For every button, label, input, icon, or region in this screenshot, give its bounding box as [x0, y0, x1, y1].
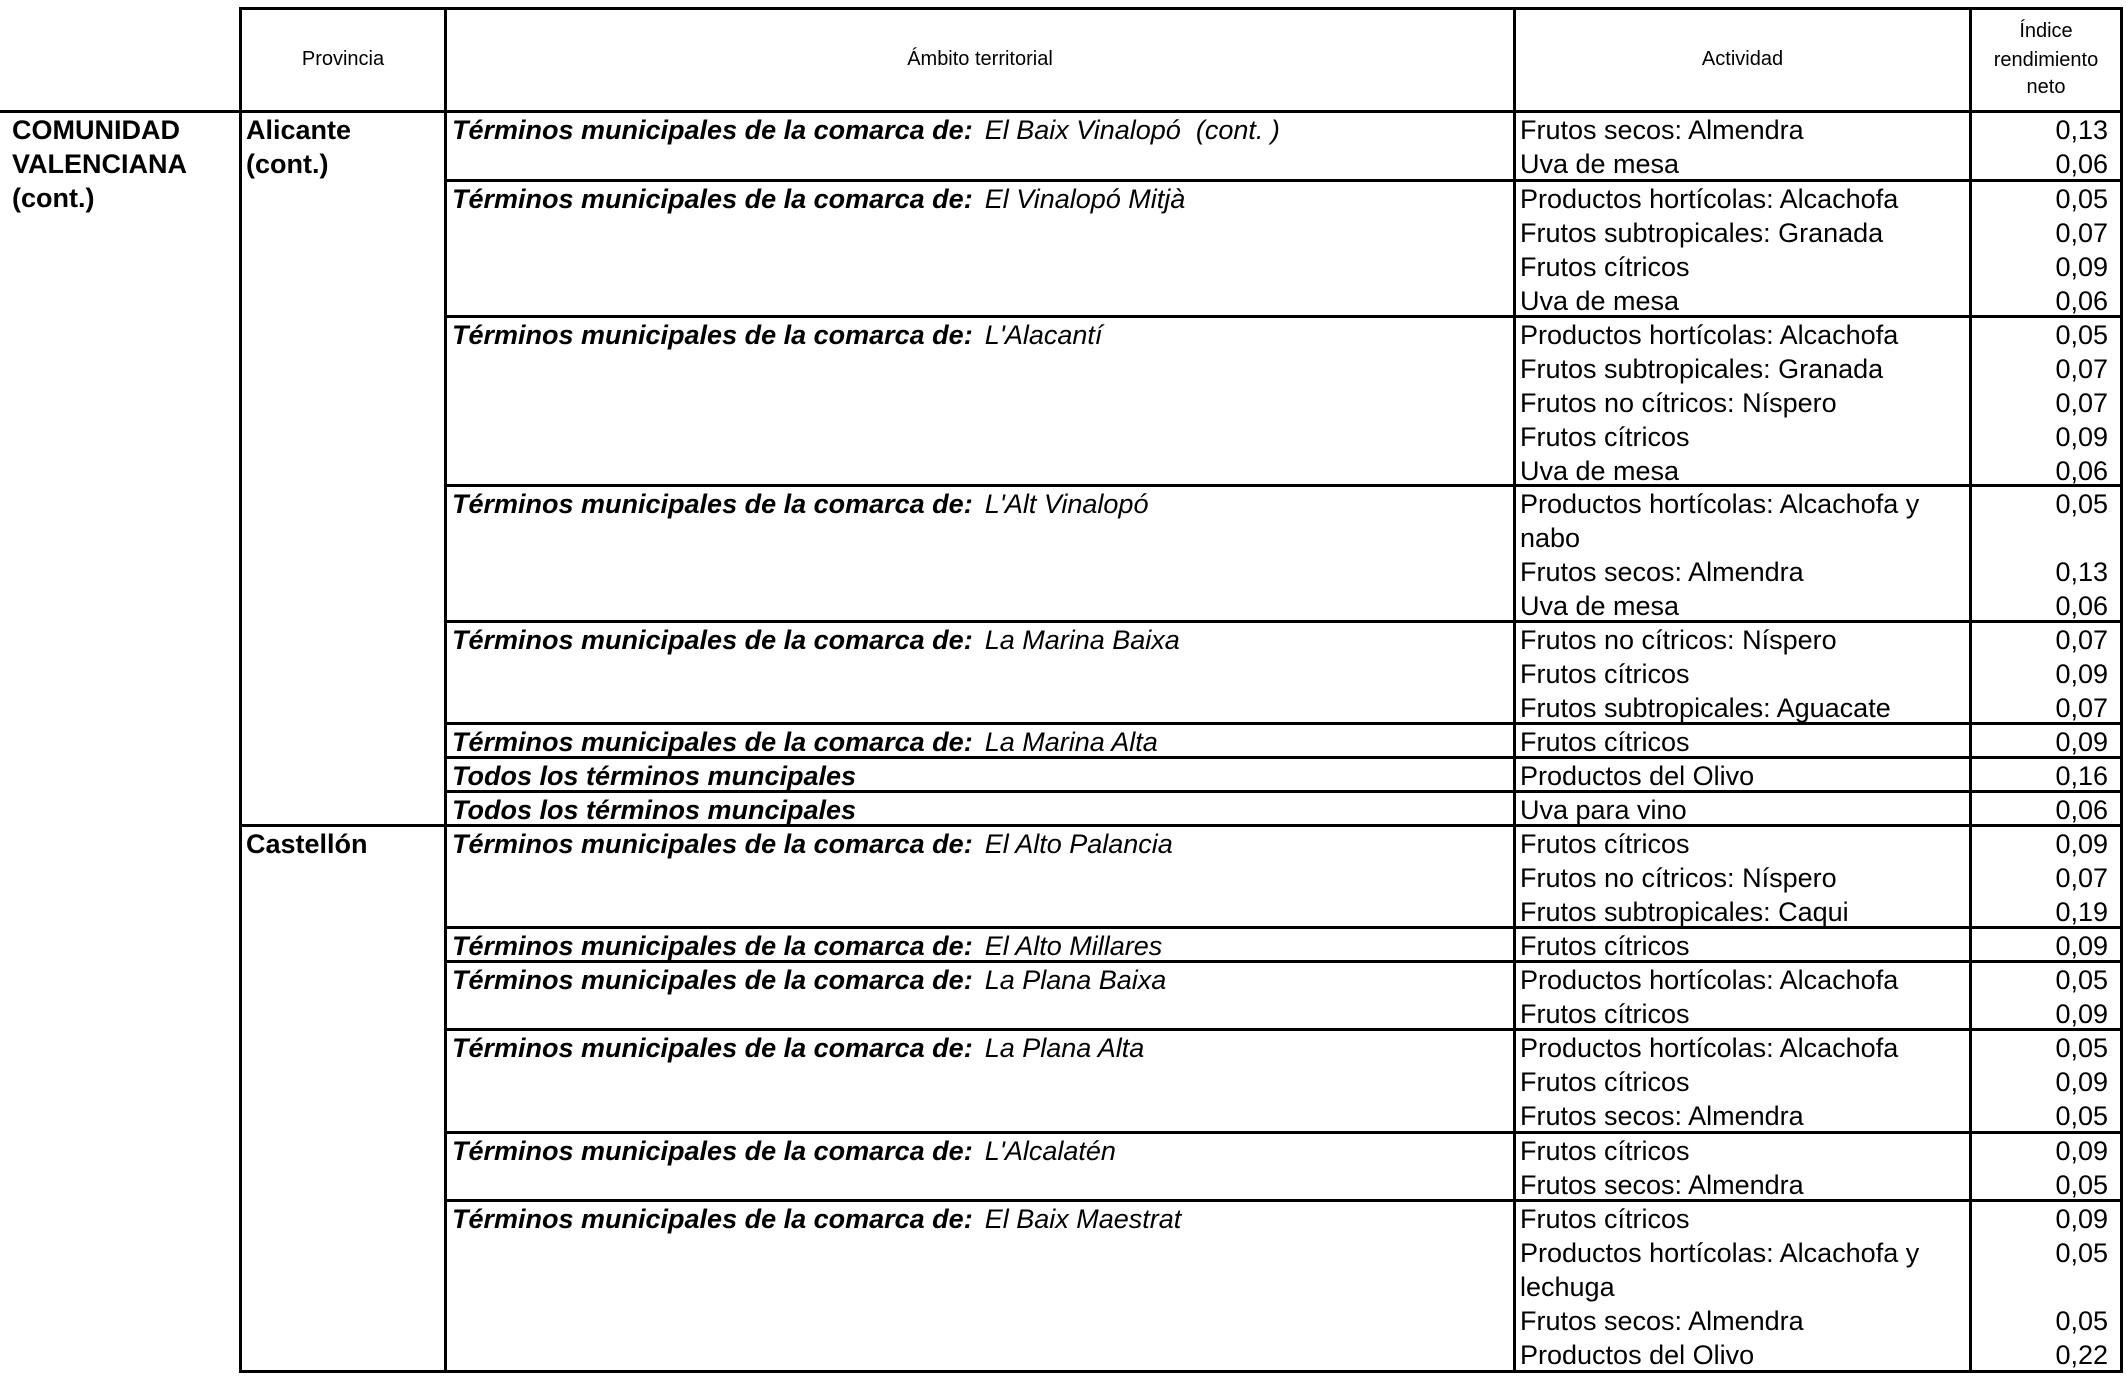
indice-cell: 0,06: [2055, 795, 2108, 825]
comarca-name: La Plana Alta: [984, 1033, 1145, 1063]
region-label-line1: COMUNIDAD: [12, 115, 180, 145]
indice-cell: 0,07: [2055, 863, 2108, 893]
indice-cell: 0,05: [2055, 320, 2108, 350]
indice-cell: 0,06: [2055, 456, 2108, 486]
actividad-cell: Uva de mesa: [1520, 286, 1680, 316]
ambito-prefix: Términos municipales de la comarca de:: [452, 829, 973, 859]
indice-cell: 0,09: [2055, 422, 2108, 452]
ambito-prefix: Todos los términos muncipales: [452, 761, 857, 791]
actividad-cell: Frutos secos: Almendra: [1520, 557, 1804, 587]
indice-cell: 0,06: [2055, 591, 2108, 621]
ambito-prefix: Términos municipales de la comarca de:: [452, 931, 973, 961]
comarca-name: L'Alcalatén: [984, 1136, 1116, 1166]
indice-cell: 0,05: [2055, 1101, 2108, 1131]
indice-cell: 0,06: [2055, 286, 2108, 316]
ambito-cell: [452, 929, 1162, 963]
actividad-cell: Uva para vino: [1520, 795, 1687, 825]
indice-cell: 0,07: [2055, 625, 2108, 655]
ambito-prefix: Términos municipales de la comarca de:: [452, 965, 973, 995]
indice-cell: 0,13: [2055, 557, 2108, 587]
ambito-cell: [452, 318, 1102, 352]
ambito-cell: [452, 623, 1180, 657]
ambito-prefix: Términos municipales de la comarca de:: [452, 1136, 973, 1166]
actividad-cell: Productos hortícolas: Alcachofa: [1520, 1033, 1899, 1063]
indice-cell: 0,09: [2055, 829, 2108, 859]
comarca-name: L'Alt Vinalopó: [984, 489, 1149, 519]
ambito-cell: [452, 182, 1185, 216]
indice-cell: 0,05: [2055, 1306, 2108, 1336]
ambito-cell: [452, 1202, 1181, 1236]
actividad-cell: Frutos cítricos: [1520, 829, 1690, 859]
indice-cell: 0,07: [2055, 693, 2108, 723]
actividad-cell: Frutos secos: Almendra: [1520, 1306, 1804, 1336]
actividad-cell: Productos hortícolas: Alcachofa y: [1520, 489, 1920, 519]
actividad-cell: Frutos no cítricos: Níspero: [1520, 625, 1837, 655]
table-right-border: [2120, 7, 2123, 1373]
ambito-cell: [452, 725, 1158, 759]
ambito-cell: [452, 963, 1166, 997]
actividad-cell: Frutos cítricos: [1520, 1136, 1690, 1166]
column-divider-1: [239, 7, 242, 1373]
ambito-cell: [452, 487, 1148, 521]
comarca-name: El Vinalopó Mitjà: [984, 184, 1186, 214]
ambito-prefix: Términos municipales de la comarca de:: [452, 727, 973, 757]
indice-cell: 0,05: [2055, 184, 2108, 214]
indice-cell: 0,05: [2055, 1170, 2108, 1200]
province-name: Castellón: [246, 829, 368, 859]
actividad-cell-cont: lechuga: [1520, 1272, 1615, 1302]
indice-cell: 0,09: [2055, 1067, 2108, 1097]
column-divider-2: [444, 7, 447, 1373]
indice-cell: 0,07: [2055, 388, 2108, 418]
indice-cell: 0,09: [2055, 1204, 2108, 1234]
indice-cell: 0,09: [2055, 727, 2108, 757]
actividad-cell: Productos del Olivo: [1520, 1340, 1755, 1370]
indice-cell: 0,05: [2055, 965, 2108, 995]
actividad-cell: Frutos cítricos: [1520, 252, 1690, 282]
ambito-cell: [452, 793, 856, 827]
ambito-cell: [452, 113, 1280, 147]
header-indice-line3: neto: [2026, 76, 2066, 98]
actividad-cell: Uva de mesa: [1520, 456, 1680, 486]
actividad-cell: Frutos secos: Almendra: [1520, 1101, 1804, 1131]
actividad-cell: Frutos secos: Almendra: [1520, 115, 1804, 145]
indice-cell: 0,07: [2055, 354, 2108, 384]
ambito-prefix: Términos municipales de la comarca de:: [452, 489, 973, 519]
indice-cell: 0,07: [2055, 218, 2108, 248]
actividad-cell: Frutos subtropicales: Caqui: [1520, 897, 1849, 927]
indice-cell: 0,16: [2055, 761, 2108, 791]
indice-cell: 0,22: [2055, 1340, 2108, 1370]
comarca-name: El Alto Palancia: [984, 829, 1173, 859]
comarca-name: El Baix Maestrat: [984, 1204, 1182, 1234]
ambito-prefix: Términos municipales de la comarca de:: [452, 1033, 973, 1063]
indice-cell: 0,09: [2055, 999, 2108, 1029]
actividad-cell: Frutos no cítricos: Níspero: [1520, 863, 1837, 893]
ambito-prefix: Términos municipales de la comarca de:: [452, 320, 973, 350]
actividad-cell: Frutos cítricos: [1520, 727, 1690, 757]
indice-cell: 0,19: [2055, 897, 2108, 927]
ambito-cell: [452, 827, 1173, 861]
comarca-name: La Marina Baixa: [984, 625, 1180, 655]
ambito-prefix: Términos municipales de la comarca de:: [452, 115, 973, 145]
comarca-name: La Marina Alta: [984, 727, 1158, 757]
ambito-prefix: Todos los términos muncipales: [452, 795, 857, 825]
actividad-cell: Uva de mesa: [1520, 591, 1680, 621]
actividad-cell: Frutos cítricos: [1520, 659, 1690, 689]
actividad-cell: Frutos cítricos: [1520, 931, 1690, 961]
actividad-cell: Uva de mesa: [1520, 149, 1680, 179]
header-actividad: Actividad: [1701, 48, 1784, 70]
actividad-cell: Productos hortícolas: Alcachofa y: [1520, 1238, 1920, 1268]
actividad-cell: Frutos cítricos: [1520, 1067, 1690, 1097]
actividad-cell: Productos del Olivo: [1520, 761, 1755, 791]
ambito-prefix: Términos municipales de la comarca de:: [452, 625, 973, 655]
actividad-cell: Frutos cítricos: [1520, 999, 1690, 1029]
indice-cell: 0,09: [2055, 252, 2108, 282]
header-ambito: Ámbito territorial: [907, 48, 1053, 70]
header-indice-line2: rendimiento: [1993, 49, 2099, 71]
comarca-name: L'Alacantí: [984, 320, 1103, 350]
indice-cell: 0,09: [2055, 659, 2108, 689]
province-name: Alicante: [246, 115, 352, 145]
actividad-cell: Productos hortícolas: Alcachofa: [1520, 320, 1899, 350]
indice-cell: 0,06: [2055, 149, 2108, 179]
actividad-cell: Frutos subtropicales: Aguacate: [1520, 693, 1891, 723]
indice-cell: 0,13: [2055, 115, 2108, 145]
region-label-line3: (cont.): [12, 183, 95, 213]
table-top-border: [240, 7, 2122, 10]
comarca-name: El Baix Vinalopó (cont. ): [984, 115, 1280, 145]
actividad-cell: Productos hortícolas: Alcachofa: [1520, 965, 1899, 995]
actividad-cell: Frutos subtropicales: Granada: [1520, 354, 1884, 384]
actividad-cell: Frutos cítricos: [1520, 1204, 1690, 1234]
table-bottom-border: [240, 1370, 2122, 1373]
actividad-cell: Frutos no cítricos: Níspero: [1520, 388, 1837, 418]
indice-cell: 0,05: [2055, 1033, 2108, 1063]
comarca-name: El Alto Millares: [984, 931, 1163, 961]
comarca-name: La Plana Baixa: [984, 965, 1167, 995]
actividad-cell: Productos hortícolas: Alcachofa: [1520, 184, 1899, 214]
actividad-cell: Frutos subtropicales: Granada: [1520, 218, 1884, 248]
indice-cell: 0,05: [2055, 1238, 2108, 1268]
ambito-cell: [452, 1134, 1116, 1168]
column-divider-3: [1513, 7, 1516, 1373]
region-label-line2: VALENCIANA: [12, 149, 187, 179]
indice-cell: 0,05: [2055, 489, 2108, 519]
actividad-cell: Frutos cítricos: [1520, 422, 1690, 452]
ambito-cell: [452, 759, 856, 793]
header-indice-line1: Índice: [2019, 20, 2073, 42]
ambito-prefix: Términos municipales de la comarca de:: [452, 184, 973, 214]
actividad-cell: Frutos secos: Almendra: [1520, 1170, 1804, 1200]
actividad-cell-cont: nabo: [1520, 523, 1581, 553]
ambito-prefix: Términos municipales de la comarca de:: [452, 1204, 973, 1234]
ambito-cell: [452, 1031, 1144, 1065]
indice-cell: 0,09: [2055, 1136, 2108, 1166]
province-name-cont: (cont.): [246, 149, 329, 179]
indice-cell: 0,09: [2055, 931, 2108, 961]
header-provincia: Provincia: [301, 48, 385, 70]
